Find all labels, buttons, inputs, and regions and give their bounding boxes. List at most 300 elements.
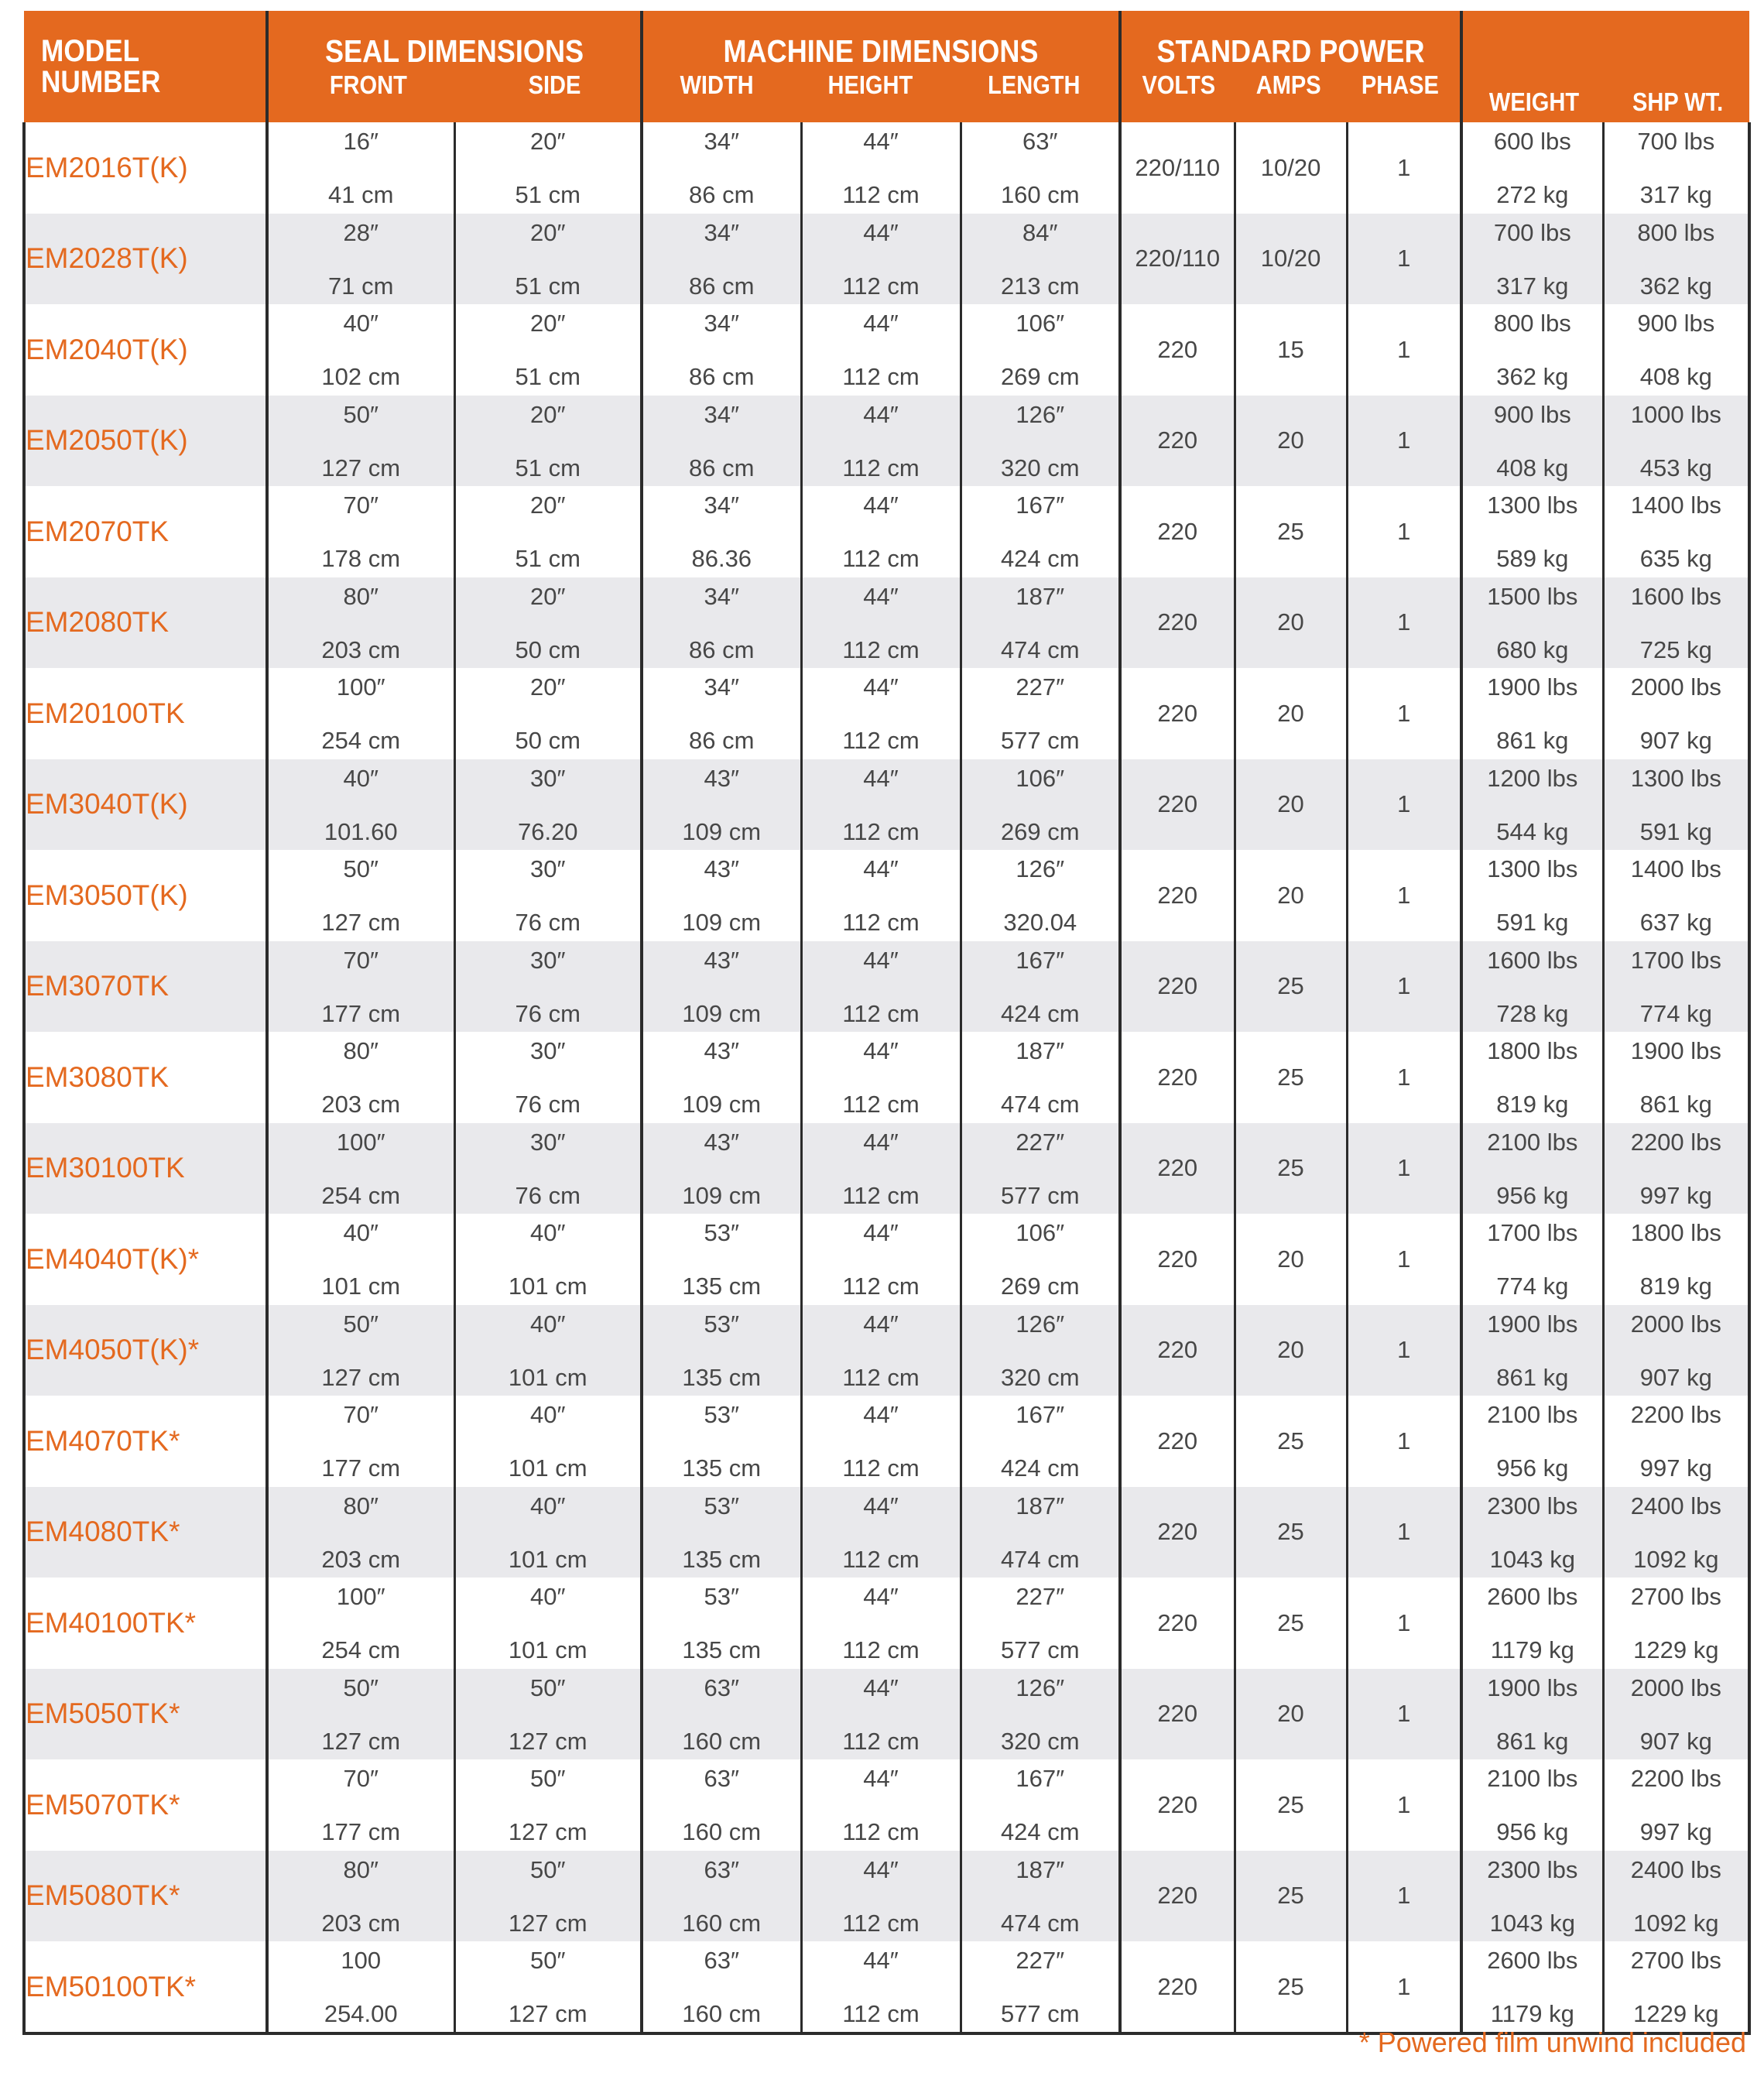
- front-cell: [267, 1032, 454, 1123]
- height-cell: [801, 1669, 961, 1760]
- table-row: [24, 1305, 1749, 1396]
- weight-cell: [1461, 1214, 1603, 1305]
- weight-cell: [1461, 1851, 1603, 1942]
- amps-cell: 20: [1235, 396, 1347, 487]
- length-cell-metric: 269 cm: [1000, 817, 1080, 845]
- model-number-cell: EM4050T(K)*: [24, 1305, 267, 1396]
- model-number-cell: EM50100TK*: [24, 1941, 267, 2033]
- width-cell-metric: 135 cm: [682, 1636, 762, 1664]
- side-cell-metric: 127 cm: [508, 1818, 587, 1846]
- front-cell-metric: 101.60: [324, 817, 398, 845]
- height-cell-metric: 112 cm: [842, 545, 920, 573]
- width-cell-metric: 160 cm: [682, 1727, 762, 1755]
- shipping-weight-cell-metric: 997 kg: [1639, 1818, 1712, 1846]
- height-cell-imperial: 44″: [863, 1673, 899, 1701]
- length-cell: [961, 486, 1120, 577]
- width-cell-metric: 109 cm: [682, 999, 762, 1027]
- front-cell-metric: 102 cm: [321, 363, 401, 391]
- front-cell: [267, 1123, 454, 1214]
- footnote: * Powered film unwind included: [1358, 2026, 1746, 2058]
- weight-cell-metric: 408 kg: [1496, 454, 1569, 481]
- side-cell: [454, 941, 642, 1033]
- front-cell-metric: 127 cm: [321, 1727, 401, 1755]
- height-cell-metric: 112 cm: [842, 727, 920, 755]
- seal-dimensions-header: [267, 11, 642, 122]
- weight-cell-metric: 728 kg: [1496, 999, 1569, 1027]
- width-cell-metric: 135 cm: [682, 1363, 762, 1391]
- model-number-cell: EM3040T(K): [24, 759, 267, 851]
- width-cell-metric: 86 cm: [689, 635, 755, 663]
- height-cell: [801, 1941, 961, 2033]
- height-cell-metric: 112 cm: [842, 1091, 920, 1119]
- side-cell-metric: 76 cm: [515, 1091, 581, 1119]
- front-cell: [267, 1396, 454, 1487]
- side-cell-metric: 127 cm: [508, 1999, 587, 2027]
- height-cell: [801, 122, 961, 214]
- width-cell-imperial: 43″: [704, 855, 739, 883]
- weight-cell: [1461, 577, 1603, 669]
- width-cell-imperial: 43″: [704, 946, 739, 974]
- shipping-weight-cell-metric: 591 kg: [1639, 817, 1712, 845]
- width-cell-imperial: 53″: [704, 1401, 739, 1429]
- length-cell: [961, 941, 1120, 1033]
- side-cell: [454, 1396, 642, 1487]
- width-cell: [642, 668, 801, 759]
- front-cell-metric: 177 cm: [321, 1818, 401, 1846]
- length-cell-metric: 160 cm: [1000, 181, 1080, 209]
- width-cell: [642, 304, 801, 396]
- width-cell-imperial: 63″: [704, 1673, 739, 1701]
- height-cell-imperial: 44″: [863, 400, 899, 428]
- shipping-weight-cell-metric: 408 kg: [1639, 363, 1712, 391]
- weight-cell-metric: 1179 kg: [1490, 1636, 1574, 1664]
- front-cell-imperial: 80″: [343, 582, 378, 610]
- weight-cell-imperial: 1900 lbs: [1487, 1310, 1578, 1338]
- phase-cell: 1: [1347, 759, 1461, 851]
- model-number-cell: EM2050T(K): [24, 396, 267, 487]
- width-cell-imperial: 63″: [704, 1947, 739, 1974]
- width-cell: [642, 1578, 801, 1669]
- weight-cell-imperial: 2100 lbs: [1487, 1401, 1578, 1429]
- amps-cell: 20: [1235, 759, 1347, 851]
- length-cell: [961, 668, 1120, 759]
- table-row: [24, 1759, 1749, 1851]
- weight-cell-imperial: 1900 lbs: [1487, 1673, 1578, 1701]
- volts-cell: 220: [1120, 1759, 1235, 1851]
- side-cell: [454, 1851, 642, 1942]
- volts-cell: 220: [1120, 1851, 1235, 1942]
- length-cell-metric: 424 cm: [1000, 1454, 1080, 1482]
- side-cell-metric: 50 cm: [515, 635, 581, 663]
- front-cell: [267, 486, 454, 577]
- length-cell: [961, 1396, 1120, 1487]
- model-number-cell: EM30100TK: [24, 1123, 267, 1214]
- shipping-weight-cell-metric: 907 kg: [1639, 1363, 1712, 1391]
- height-cell: [801, 304, 961, 396]
- height-cell-imperial: 44″: [863, 1765, 899, 1793]
- height-cell-imperial: 44″: [863, 218, 899, 246]
- weight-cell-metric: 544 kg: [1496, 817, 1569, 845]
- weight-cell-metric: 272 kg: [1496, 181, 1569, 209]
- side-cell-imperial: 30″: [530, 855, 566, 883]
- height-cell-metric: 112 cm: [842, 363, 920, 391]
- phase-cell: 1: [1347, 396, 1461, 487]
- height-cell: [801, 1305, 961, 1396]
- side-cell-metric: 51 cm: [515, 363, 581, 391]
- weight-cell-metric: 680 kg: [1496, 635, 1569, 663]
- width-cell-imperial: 63″: [704, 1765, 739, 1793]
- amps-cell: 25: [1235, 1759, 1347, 1851]
- width-cell: [642, 941, 801, 1033]
- amps-cell: 25: [1235, 1032, 1347, 1123]
- weight-header: [1461, 11, 1749, 122]
- front-cell-imperial: 100: [341, 1947, 382, 1974]
- length-cell-imperial: 187″: [1016, 1855, 1065, 1883]
- volts-cell: 220: [1120, 486, 1235, 577]
- front-cell: [267, 122, 454, 214]
- width-cell: [642, 850, 801, 941]
- height-cell-imperial: 44″: [863, 1310, 899, 1338]
- length-cell-metric: 320 cm: [1000, 1727, 1080, 1755]
- volts-cell: 220/110: [1120, 122, 1235, 214]
- height-cell-imperial: 44″: [863, 1947, 899, 1974]
- side-cell: [454, 1669, 642, 1760]
- shipping-weight-cell-metric: 819 kg: [1639, 1273, 1712, 1300]
- shipping-weight-cell-metric: 1092 kg: [1633, 1909, 1719, 1937]
- side-cell-imperial: 30″: [530, 1037, 566, 1065]
- amps-header: AMPS: [1255, 70, 1321, 99]
- front-cell-imperial: 70″: [343, 1765, 378, 1793]
- standard-power-title: STANDARD POWER: [1156, 33, 1425, 69]
- shipping-weight-cell-imperial: 1600 lbs: [1630, 582, 1721, 610]
- front-cell-metric: 254 cm: [321, 1636, 401, 1664]
- length-cell-metric: 424 cm: [1000, 1818, 1080, 1846]
- length-cell: [961, 1487, 1120, 1578]
- header-row: [24, 11, 1749, 122]
- front-cell: [267, 304, 454, 396]
- side-cell-imperial: 50″: [530, 1947, 566, 1974]
- side-cell-imperial: 30″: [530, 946, 566, 974]
- table-row: [24, 304, 1749, 396]
- width-cell-imperial: 34″: [704, 400, 739, 428]
- width-cell-metric: 160 cm: [682, 1818, 762, 1846]
- weight-cell-imperial: 1900 lbs: [1487, 673, 1578, 701]
- height-cell-metric: 112 cm: [842, 999, 920, 1027]
- front-cell-imperial: 100″: [336, 1583, 385, 1611]
- amps-cell: 25: [1235, 941, 1347, 1033]
- weight-cell-imperial: 800 lbs: [1493, 310, 1571, 337]
- side-cell: [454, 486, 642, 577]
- shipping-weight-cell-metric: 997 kg: [1639, 1181, 1712, 1209]
- model-number-cell: EM2070TK: [24, 486, 267, 577]
- front-cell: [267, 396, 454, 487]
- weight-cell: [1461, 396, 1603, 487]
- side-cell-imperial: 30″: [530, 1128, 566, 1156]
- side-cell: [454, 304, 642, 396]
- length-cell-imperial: 167″: [1016, 946, 1065, 974]
- length-cell-imperial: 126″: [1016, 400, 1065, 428]
- amps-cell: 10/20: [1235, 214, 1347, 305]
- length-cell: [961, 1214, 1120, 1305]
- shipping-weight-cell-imperial: 2200 lbs: [1630, 1765, 1721, 1793]
- width-cell: [642, 1305, 801, 1396]
- shipping-weight-cell-imperial: 2200 lbs: [1630, 1128, 1721, 1156]
- table-row: [24, 1032, 1749, 1123]
- height-cell: [801, 1123, 961, 1214]
- shipping-weight-cell: [1603, 1305, 1749, 1396]
- length-cell-metric: 424 cm: [1000, 999, 1080, 1027]
- weight-cell-imperial: 2300 lbs: [1487, 1492, 1578, 1519]
- phase-cell: 1: [1347, 1123, 1461, 1214]
- front-cell-imperial: 16″: [343, 128, 378, 156]
- length-cell-metric: 213 cm: [1000, 272, 1080, 300]
- length-cell-imperial: 187″: [1016, 1037, 1065, 1065]
- model-number-cell: EM2040T(K): [24, 304, 267, 396]
- width-cell-imperial: 43″: [704, 1128, 739, 1156]
- front-cell: [267, 1305, 454, 1396]
- front-cell-imperial: 40″: [343, 764, 378, 792]
- height-cell-imperial: 44″: [863, 1128, 899, 1156]
- width-cell-metric: 86 cm: [689, 181, 755, 209]
- phase-cell: 1: [1347, 1578, 1461, 1669]
- shipping-weight-cell-imperial: 2400 lbs: [1630, 1492, 1721, 1519]
- side-cell-metric: 76 cm: [515, 999, 581, 1027]
- length-cell-metric: 474 cm: [1000, 1909, 1080, 1937]
- side-cell-metric: 50 cm: [515, 727, 581, 755]
- side-cell: [454, 1214, 642, 1305]
- table-row: [24, 1941, 1749, 2033]
- side-cell-metric: 127 cm: [508, 1909, 587, 1937]
- length-cell: [961, 850, 1120, 941]
- length-cell-imperial: 167″: [1016, 1401, 1065, 1429]
- amps-cell: 20: [1235, 1305, 1347, 1396]
- volts-cell: 220: [1120, 1032, 1235, 1123]
- width-cell-imperial: 53″: [704, 1583, 739, 1611]
- height-cell-imperial: 44″: [863, 1219, 899, 1247]
- width-cell-imperial: 34″: [704, 310, 739, 337]
- width-cell-metric: 109 cm: [682, 1181, 762, 1209]
- weight-cell: [1461, 1759, 1603, 1851]
- volts-cell: 220: [1120, 1941, 1235, 2033]
- weight-cell-metric: 861 kg: [1496, 1727, 1569, 1755]
- width-cell: [642, 1941, 801, 2033]
- length-cell-imperial: 106″: [1016, 764, 1065, 792]
- length-cell-metric: 269 cm: [1000, 1273, 1080, 1300]
- width-cell-metric: 109 cm: [682, 817, 762, 845]
- length-cell-imperial: 63″: [1022, 128, 1058, 156]
- side-cell: [454, 759, 642, 851]
- front-cell: [267, 759, 454, 851]
- height-cell: [801, 1759, 961, 1851]
- width-cell-imperial: 63″: [704, 1855, 739, 1883]
- width-cell-metric: 86 cm: [689, 272, 755, 300]
- table-row: [24, 577, 1749, 669]
- front-cell: [267, 1578, 454, 1669]
- front-cell-metric: 101 cm: [321, 1273, 401, 1300]
- height-cell-metric: 112 cm: [842, 1454, 920, 1482]
- height-cell: [801, 577, 961, 669]
- shipping-weight-cell-metric: 317 kg: [1639, 181, 1712, 209]
- shipping-weight-cell: [1603, 1669, 1749, 1760]
- length-cell: [961, 577, 1120, 669]
- machine-dimensions-title: MACHINE DIMENSIONS: [723, 33, 1039, 69]
- volts-cell: 220: [1120, 1305, 1235, 1396]
- front-cell: [267, 1941, 454, 2033]
- shipping-weight-cell: [1603, 1759, 1749, 1851]
- weight-cell: [1461, 1487, 1603, 1578]
- shipping-weight-cell: [1603, 1214, 1749, 1305]
- length-cell: [961, 1123, 1120, 1214]
- shipping-weight-cell-imperial: 1000 lbs: [1630, 400, 1721, 428]
- length-cell-imperial: 167″: [1016, 1765, 1065, 1793]
- volts-cell: 220: [1120, 304, 1235, 396]
- volts-cell: 220: [1120, 1578, 1235, 1669]
- phase-cell: 1: [1347, 1214, 1461, 1305]
- weight-cell-imperial: 1300 lbs: [1487, 492, 1578, 519]
- side-cell-imperial: 20″: [530, 218, 566, 246]
- shipping-weight-cell: [1603, 1396, 1749, 1487]
- side-cell-metric: 101 cm: [508, 1636, 587, 1664]
- shipping-weight-cell-metric: 362 kg: [1639, 272, 1712, 300]
- side-cell: [454, 122, 642, 214]
- model-number-cell: EM20100TK: [24, 668, 267, 759]
- length-cell-metric: 577 cm: [1000, 727, 1080, 755]
- volts-cell: 220: [1120, 577, 1235, 669]
- width-cell-metric: 86 cm: [689, 727, 755, 755]
- height-cell: [801, 396, 961, 487]
- model-number-cell: EM2080TK: [24, 577, 267, 669]
- side-cell-imperial: 40″: [530, 1219, 566, 1247]
- width-cell-metric: 135 cm: [682, 1273, 762, 1300]
- height-cell-metric: 112 cm: [842, 181, 920, 209]
- table-row: [24, 1578, 1749, 1669]
- height-cell-metric: 112 cm: [842, 1273, 920, 1300]
- weight-cell-metric: 861 kg: [1496, 1363, 1569, 1391]
- width-header: WIDTH: [680, 70, 754, 99]
- weight-cell-metric: 956 kg: [1496, 1181, 1569, 1209]
- front-cell-imperial: 50″: [343, 400, 378, 428]
- front-cell-imperial: 80″: [343, 1855, 378, 1883]
- side-cell-imperial: 20″: [530, 582, 566, 610]
- side-cell-imperial: 40″: [530, 1310, 566, 1338]
- height-cell-metric: 112 cm: [842, 1636, 920, 1664]
- length-cell-imperial: 227″: [1016, 1128, 1065, 1156]
- weight-cell-metric: 1043 kg: [1489, 1545, 1575, 1573]
- side-cell-metric: 101 cm: [508, 1545, 587, 1573]
- volts-cell: 220: [1120, 668, 1235, 759]
- phase-cell: 1: [1347, 486, 1461, 577]
- weight-cell: [1461, 1305, 1603, 1396]
- front-cell-imperial: 50″: [343, 1310, 378, 1338]
- side-cell-imperial: 20″: [530, 492, 566, 519]
- height-cell-imperial: 44″: [863, 1401, 899, 1429]
- front-cell-metric: 71 cm: [328, 272, 394, 300]
- width-cell-imperial: 34″: [704, 673, 739, 701]
- volts-cell: 220: [1120, 1396, 1235, 1487]
- length-cell: [961, 1759, 1120, 1851]
- shipping-weight-cell: [1603, 1123, 1749, 1214]
- shipping-weight-cell-imperial: 1700 lbs: [1630, 946, 1721, 974]
- front-cell-metric: 127 cm: [321, 1363, 401, 1391]
- length-cell: [961, 1032, 1120, 1123]
- height-cell: [801, 759, 961, 851]
- front-header: FRONT: [330, 70, 408, 99]
- length-cell-imperial: 227″: [1016, 1583, 1065, 1611]
- amps-cell: 20: [1235, 1669, 1347, 1760]
- volts-header: VOLTS: [1142, 70, 1216, 99]
- shipping-weight-cell: [1603, 577, 1749, 669]
- width-cell-metric: 109 cm: [682, 1091, 762, 1119]
- phase-cell: 1: [1347, 1941, 1461, 2033]
- front-cell-imperial: 70″: [343, 492, 378, 519]
- volts-cell: 220: [1120, 941, 1235, 1033]
- front-cell: [267, 1851, 454, 1942]
- height-cell-metric: 112 cm: [842, 1181, 920, 1209]
- volts-cell: 220: [1120, 396, 1235, 487]
- front-cell-metric: 41 cm: [328, 181, 394, 209]
- length-cell: [961, 1669, 1120, 1760]
- shipping-weight-cell: [1603, 486, 1749, 577]
- height-cell-imperial: 44″: [863, 1037, 899, 1065]
- front-cell-metric: 254.00: [324, 1999, 398, 2027]
- length-cell: [961, 396, 1120, 487]
- shipping-weight-cell-imperial: 2000 lbs: [1630, 673, 1721, 701]
- amps-cell: 10/20: [1235, 122, 1347, 214]
- width-cell-metric: 160 cm: [682, 1999, 762, 2027]
- length-cell-imperial: 187″: [1016, 582, 1065, 610]
- height-cell-imperial: 44″: [863, 128, 899, 156]
- width-cell-imperial: 53″: [704, 1492, 739, 1519]
- table-row: [24, 941, 1749, 1033]
- weight-cell: [1461, 1396, 1603, 1487]
- front-cell-imperial: 80″: [343, 1492, 378, 1519]
- phase-cell: 1: [1347, 122, 1461, 214]
- shipping-weight-cell-imperial: 1800 lbs: [1630, 1219, 1721, 1247]
- table-row: [24, 850, 1749, 941]
- weight-cell-metric: 774 kg: [1496, 1273, 1569, 1300]
- model-number-header: MODEL NUMBER: [24, 11, 267, 122]
- front-cell: [267, 577, 454, 669]
- model-number-cell: EM5080TK*: [24, 1851, 267, 1942]
- side-cell: [454, 1941, 642, 2033]
- weight-cell-imperial: 1200 lbs: [1487, 764, 1578, 792]
- shipping-weight-cell-metric: 725 kg: [1639, 635, 1712, 663]
- length-header: LENGTH: [988, 70, 1081, 99]
- weight-cell-metric: 956 kg: [1496, 1818, 1569, 1846]
- weight-cell-metric: 1043 kg: [1489, 1909, 1575, 1937]
- width-cell: [642, 1396, 801, 1487]
- side-cell-metric: 51 cm: [515, 545, 581, 573]
- length-cell-metric: 320 cm: [1000, 1363, 1080, 1391]
- shipping-weight-cell-imperial: 700 lbs: [1637, 128, 1715, 156]
- front-cell: [267, 668, 454, 759]
- width-cell-metric: 135 cm: [682, 1454, 762, 1482]
- length-cell-imperial: 126″: [1016, 855, 1065, 883]
- model-number-cell: EM4080TK*: [24, 1487, 267, 1578]
- weight-cell-imperial: 1500 lbs: [1487, 582, 1578, 610]
- length-cell-imperial: 227″: [1016, 1947, 1065, 1974]
- shipping-weight-cell: [1603, 1941, 1749, 2033]
- height-header: HEIGHT: [827, 70, 913, 99]
- table-row: [24, 1851, 1749, 1942]
- width-cell: [642, 1851, 801, 1942]
- phase-cell: 1: [1347, 214, 1461, 305]
- side-cell-imperial: 40″: [530, 1492, 566, 1519]
- table-row: [24, 668, 1749, 759]
- side-cell-metric: 51 cm: [515, 272, 581, 300]
- weight-cell-metric: 362 kg: [1496, 363, 1569, 391]
- volts-cell: 220: [1120, 1669, 1235, 1760]
